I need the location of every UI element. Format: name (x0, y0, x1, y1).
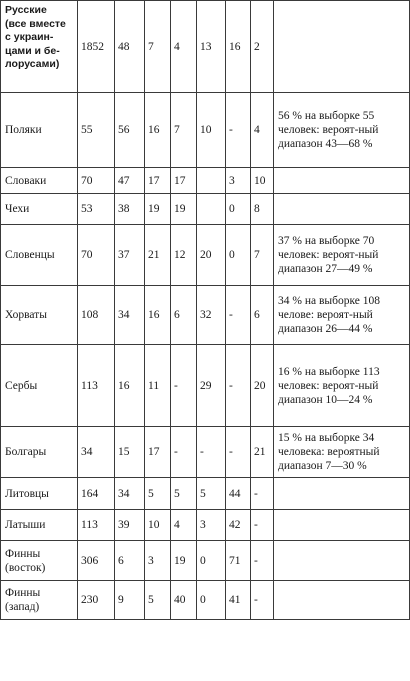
value-cell: 19 (171, 541, 197, 581)
table-row (1, 541, 410, 581)
note-cell (274, 194, 410, 225)
value-cell: 5 (145, 478, 171, 510)
value-cell: 10 (197, 93, 226, 168)
ethnic-group-cell: Словенцы (1, 225, 78, 286)
note-cell (274, 541, 410, 581)
value-cell: 0 (226, 225, 251, 286)
value-cell: - (251, 478, 274, 510)
value-cell: 6 (115, 541, 145, 581)
ethnic-group-cell: Хорваты (1, 286, 78, 345)
value-cell: 3 (145, 541, 171, 581)
ethnic-group-cell: Русские (все вместе с украин- цами и бе- лорусами) (1, 1, 78, 93)
note-cell: 16 % на выборке 113 человек: вероят-ный диапазон 10—24 % (274, 345, 410, 427)
value-cell: 9 (115, 581, 145, 620)
ethnic-group-cell: Финны (восток) (1, 541, 78, 581)
ethnic-group-cell: Чехи (1, 194, 78, 225)
value-cell: 34 (115, 478, 145, 510)
value-cell: 32 (197, 286, 226, 345)
value-cell: 16 (145, 286, 171, 345)
value-cell: 17 (145, 427, 171, 478)
value-cell: 4 (171, 1, 197, 93)
value-cell (197, 194, 226, 225)
table-row (1, 510, 410, 541)
note-cell (274, 168, 410, 194)
value-cell: 12 (171, 225, 197, 286)
value-cell: 6 (171, 286, 197, 345)
table-row (1, 1, 410, 93)
value-cell: 42 (226, 510, 251, 541)
table-row (1, 225, 410, 286)
value-cell: 19 (145, 194, 171, 225)
value-cell: - (251, 541, 274, 581)
value-cell: 0 (226, 194, 251, 225)
table-row (1, 427, 410, 478)
value-cell: 3 (226, 168, 251, 194)
sample-size-cell: 113 (78, 345, 115, 427)
value-cell: 44 (226, 478, 251, 510)
sample-size-cell: 70 (78, 225, 115, 286)
sample-size-cell: 113 (78, 510, 115, 541)
value-cell: - (226, 427, 251, 478)
value-cell: 5 (171, 478, 197, 510)
value-cell: - (226, 286, 251, 345)
value-cell: 6 (251, 286, 274, 345)
value-cell: 8 (251, 194, 274, 225)
value-cell: - (226, 345, 251, 427)
ethnic-group-cell: Болгары (1, 427, 78, 478)
value-cell: 7 (251, 225, 274, 286)
ethnic-group-cell: Поляки (1, 93, 78, 168)
table-body (1, 1, 410, 620)
value-cell (197, 168, 226, 194)
value-cell: 10 (251, 168, 274, 194)
value-cell: - (251, 510, 274, 541)
value-cell: 16 (145, 93, 171, 168)
value-cell: - (226, 93, 251, 168)
value-cell: 2 (251, 1, 274, 93)
sample-size-cell: 164 (78, 478, 115, 510)
value-cell: 0 (197, 581, 226, 620)
value-cell: 20 (251, 345, 274, 427)
value-cell: 41 (226, 581, 251, 620)
sample-size-cell: 53 (78, 194, 115, 225)
note-cell: 56 % на выборке 55 человек: вероят-ный диапазон 43—68 % (274, 93, 410, 168)
note-cell (274, 510, 410, 541)
value-cell: 17 (145, 168, 171, 194)
sample-size-cell: 108 (78, 286, 115, 345)
sample-size-cell: 70 (78, 168, 115, 194)
value-cell: 40 (171, 581, 197, 620)
value-cell: - (171, 345, 197, 427)
value-cell: 0 (197, 541, 226, 581)
ethnic-group-cell: Финны (запад) (1, 581, 78, 620)
table-row (1, 581, 410, 620)
sample-size-cell: 1852 (78, 1, 115, 93)
value-cell: 29 (197, 345, 226, 427)
value-cell: 10 (145, 510, 171, 541)
table-row (1, 345, 410, 427)
ethnic-group-cell: Литовцы (1, 478, 78, 510)
value-cell: 47 (115, 168, 145, 194)
value-cell: 5 (145, 581, 171, 620)
value-cell: 7 (171, 93, 197, 168)
value-cell: 16 (115, 345, 145, 427)
value-cell: 37 (115, 225, 145, 286)
note-cell (274, 478, 410, 510)
note-cell: 34 % на выборке 108 челове: вероят-ный диапазон 26—44 % (274, 286, 410, 345)
value-cell: 11 (145, 345, 171, 427)
sample-size-cell: 55 (78, 93, 115, 168)
value-cell: 5 (197, 478, 226, 510)
value-cell: 56 (115, 93, 145, 168)
table-row (1, 93, 410, 168)
table-row (1, 194, 410, 225)
value-cell: - (197, 427, 226, 478)
value-cell: 71 (226, 541, 251, 581)
value-cell: 21 (145, 225, 171, 286)
note-cell (274, 1, 410, 93)
value-cell: 13 (197, 1, 226, 93)
ethnic-group-cell: Латыши (1, 510, 78, 541)
note-cell (274, 581, 410, 620)
value-cell: 39 (115, 510, 145, 541)
value-cell: 4 (171, 510, 197, 541)
sample-size-cell: 34 (78, 427, 115, 478)
note-cell: 15 % на выборке 34 человека: вероятный диапазон 7—30 % (274, 427, 410, 478)
value-cell: 20 (197, 225, 226, 286)
sample-size-cell: 306 (78, 541, 115, 581)
table-row (1, 286, 410, 345)
value-cell: 7 (145, 1, 171, 93)
value-cell: 19 (171, 194, 197, 225)
value-cell: 38 (115, 194, 145, 225)
value-cell: 17 (171, 168, 197, 194)
value-cell: 4 (251, 93, 274, 168)
value-cell: 21 (251, 427, 274, 478)
table-row (1, 478, 410, 510)
note-cell: 37 % на выборке 70 человек: вероят-ный диапазон 27—49 % (274, 225, 410, 286)
value-cell: - (171, 427, 197, 478)
value-cell: 48 (115, 1, 145, 93)
ethnic-group-cell: Словаки (1, 168, 78, 194)
value-cell: 34 (115, 286, 145, 345)
ethnic-group-cell: Сербы (1, 345, 78, 427)
value-cell: - (251, 581, 274, 620)
value-cell: 15 (115, 427, 145, 478)
value-cell: 16 (226, 1, 251, 93)
table-row (1, 168, 410, 194)
sample-size-cell: 230 (78, 581, 115, 620)
value-cell: 3 (197, 510, 226, 541)
